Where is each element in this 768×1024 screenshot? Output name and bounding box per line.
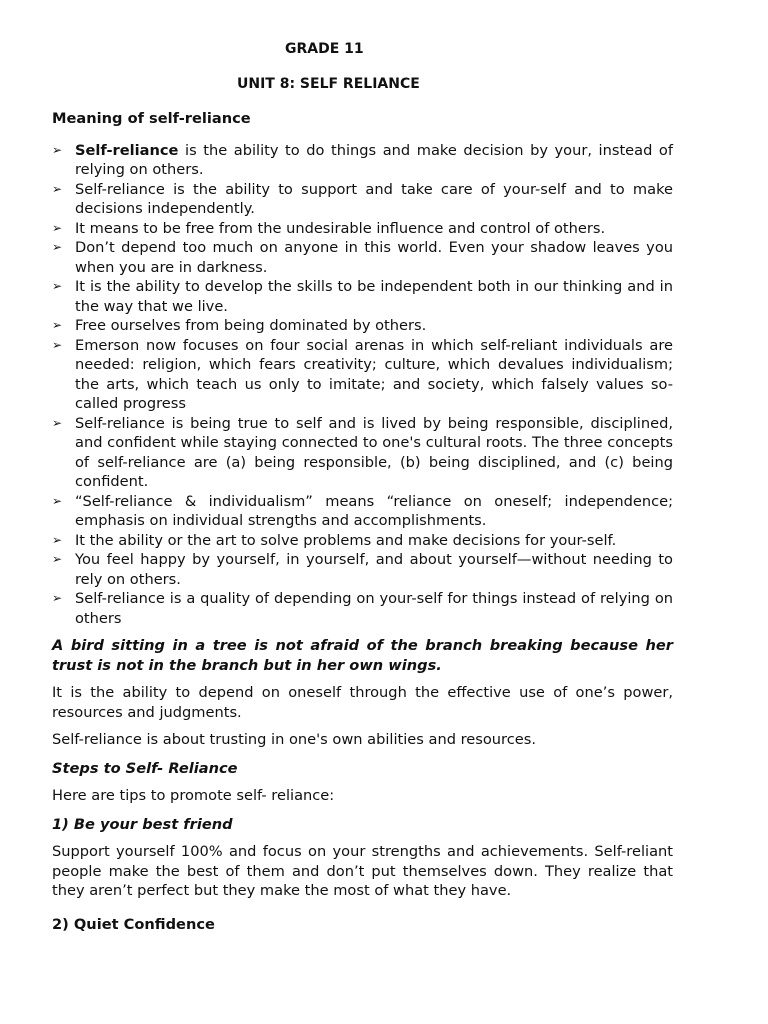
- list-item-text: It means to be free from the undesirable influence and control of others.: [75, 219, 606, 237]
- list-item: [52, 180, 673, 219]
- arrow-bullet-icon: ➢: [52, 337, 63, 352]
- list-item: [52, 219, 673, 239]
- list-item: [52, 492, 673, 531]
- arrow-bullet-icon: ➢: [52, 415, 63, 430]
- steps-intro: Here are tips to promote self- reliance:: [52, 787, 335, 804]
- arrow-bullet-icon: ➢: [52, 591, 63, 605]
- arrow-bullet-icon: ➢: [52, 279, 63, 293]
- arrow-bullet-icon: ➢: [52, 181, 63, 196]
- arrow-bullet-icon: ➢: [52, 240, 63, 254]
- meaning-bullet-list: [52, 141, 673, 629]
- document-page: [52, 40, 673, 934]
- arrow-bullet-icon: ➢: [52, 493, 63, 508]
- list-item-text: It the ability or the art to solve problems and make decisions for your-self.: [75, 531, 617, 549]
- list-item-text: You feel happy by yourself, in yourself, and about yourself—without needing to rely on others.: [75, 551, 673, 588]
- step1-text: Support yourself 100% and focus on your strengths and achievements. Self-reliant people make the best of them and don’t put themselves down. They realize that they aren’t perfect but they make the most of what they have.: [52, 843, 673, 899]
- list-item-text: is the ability to do things and make decision by your, instead of relying on others.: [75, 141, 673, 178]
- bold-term: Self-reliance: [75, 141, 179, 159]
- section-heading: Meaning of self-reliance: [52, 110, 251, 127]
- steps-heading: Steps to Self- Reliance: [52, 759, 238, 777]
- list-item: [52, 414, 673, 492]
- paragraph-ability: It is the ability to depend on oneself through the effective use of one’s power, resources and judgments.: [52, 684, 673, 721]
- arrow-bullet-icon: ➢: [52, 142, 63, 157]
- list-item-text: Free ourselves from being dominated by others.: [75, 317, 427, 334]
- step2-title: 2) Quiet Confidence: [52, 915, 215, 933]
- list-item: [52, 316, 673, 336]
- list-item: [52, 550, 673, 589]
- list-item-text: Self-reliance is the ability to support and take care of your-self and to make decisions independently.: [75, 180, 673, 217]
- list-item-text: “Self-reliance & individualism” means “reliance on oneself; independence; emphasis on individual strengths and accomplishments.: [75, 492, 673, 529]
- list-item-text: Self-reliance is being true to self and is lived by being responsible, disciplined, and confident while staying connected to one's cultural roots. The three concepts of self-reliance are (a) being responsible, (b) being disciplined, and (c) being confident.: [75, 414, 673, 490]
- paragraph-trusting: Self-reliance is about trusting in one's own abilities and resources.: [52, 731, 536, 748]
- list-item: [52, 238, 673, 277]
- list-item-text: Self-reliance is a quality of depending on your-self for things instead of relying on others: [75, 590, 673, 627]
- arrow-bullet-icon: ➢: [52, 318, 63, 332]
- quote-text: A bird sitting in a tree is not afraid of the branch breaking because her trust is not in the branch but in her own wings.: [52, 637, 673, 674]
- list-item: [52, 336, 673, 414]
- arrow-bullet-icon: ➢: [52, 552, 63, 566]
- grade-title: GRADE 11: [285, 41, 364, 57]
- list-item: [52, 531, 673, 551]
- list-item-text: Emerson now focuses on four social arenas in which self-reliant individuals are needed: religion, which fears creativity; culture, which devalues individualism; the arts, which teach us only to imitate; and society, which falsely values so-called progress: [75, 336, 673, 412]
- list-item-text: It is the ability to develop the skills to be independent both in our thinking and in the way that we live.: [75, 278, 673, 315]
- unit-title: UNIT 8: SELF RELIANCE: [237, 75, 420, 92]
- step1-title: 1) Be your best friend: [52, 815, 233, 833]
- list-item: [52, 141, 673, 180]
- list-item: [52, 277, 673, 316]
- arrow-bullet-icon: ➢: [52, 220, 63, 235]
- list-item-text: Don’t depend too much on anyone in this world. Even your shadow leaves you when you are in darkness.: [75, 239, 673, 276]
- list-item: [52, 589, 673, 628]
- arrow-bullet-icon: ➢: [52, 532, 63, 547]
